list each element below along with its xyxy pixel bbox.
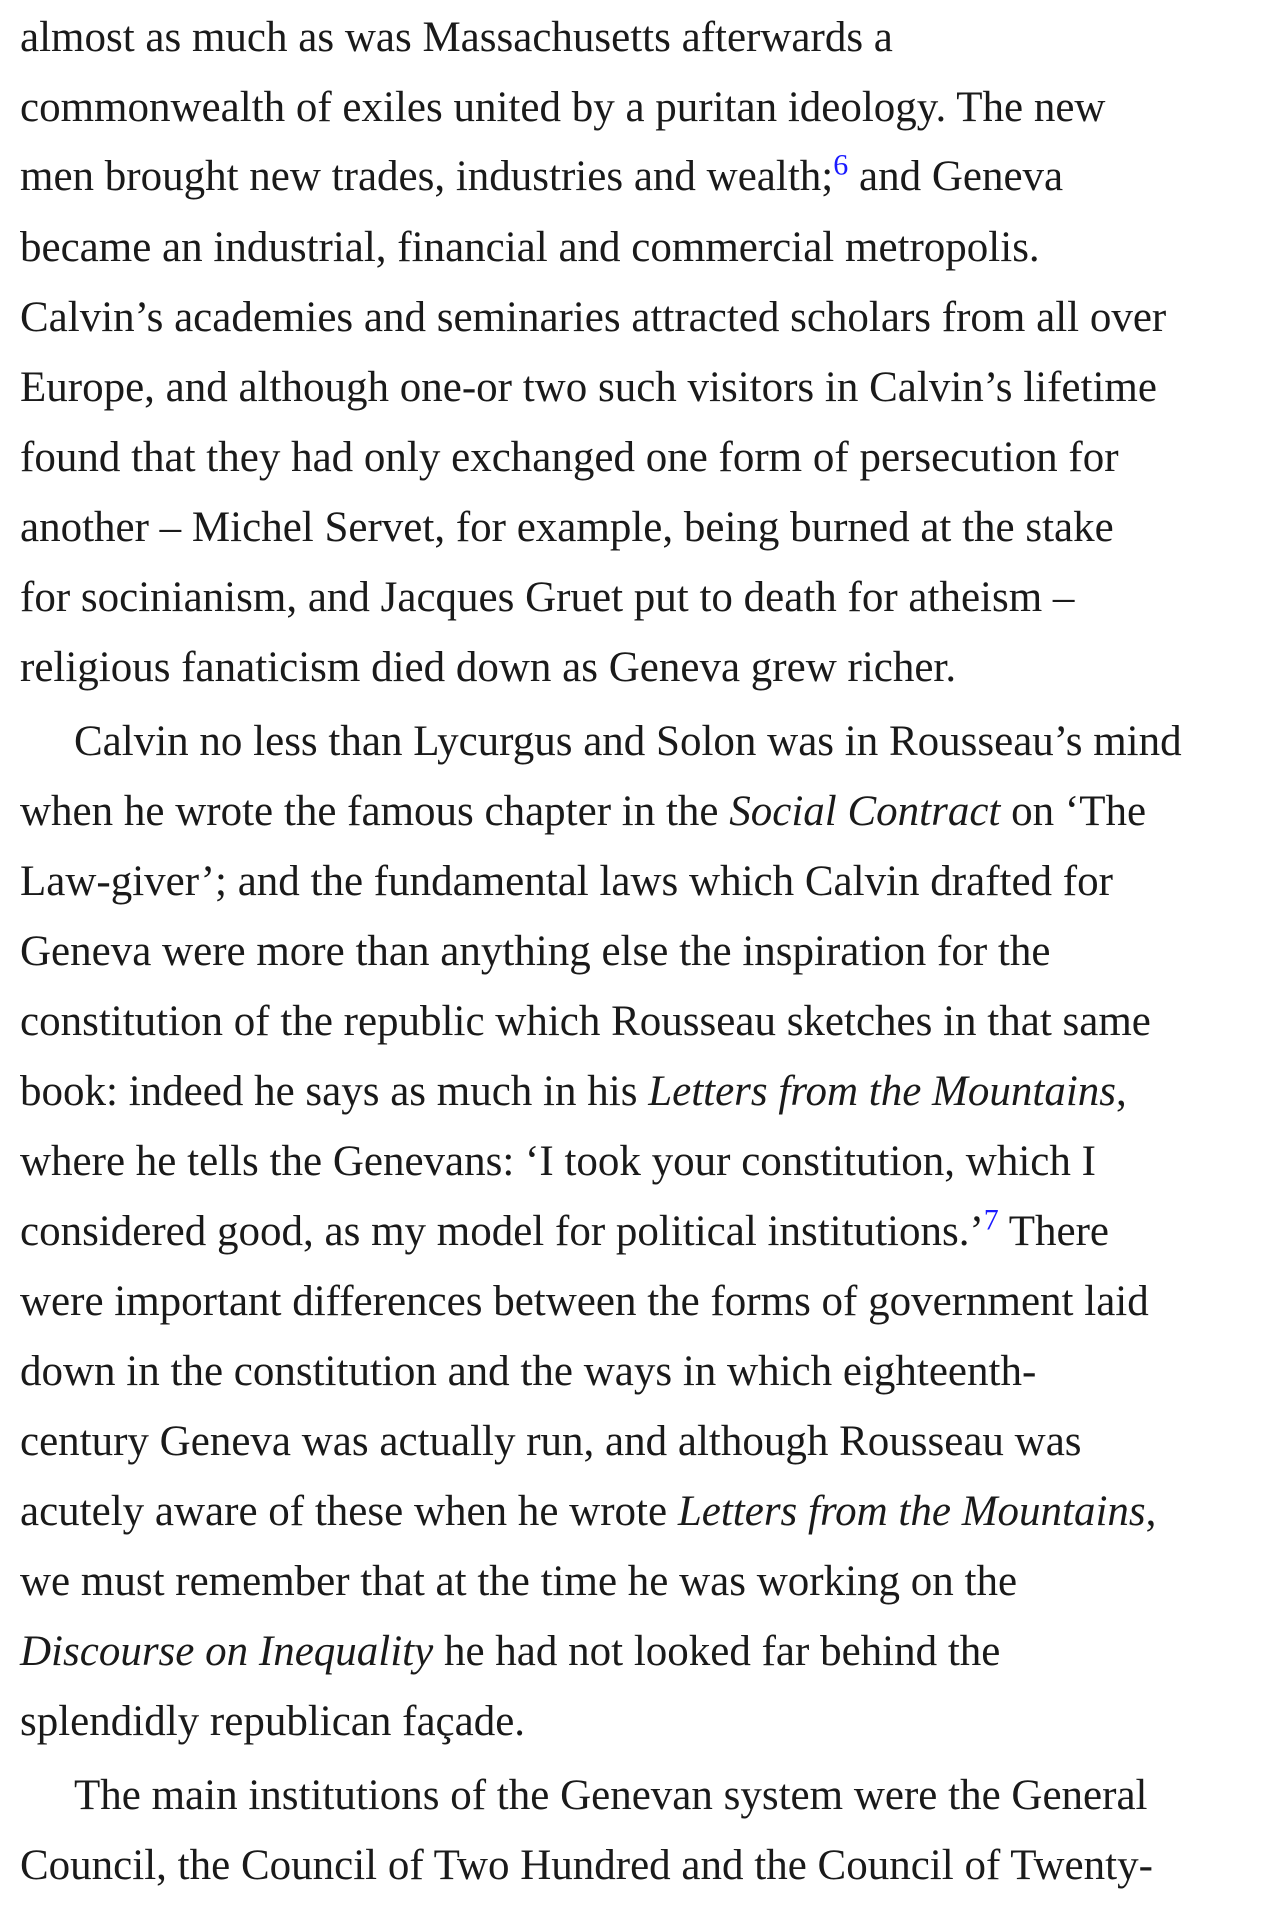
text-line xyxy=(20,16,893,59)
text-run: Calvin no less than Lycurgus and Solon was in Rousseau’s mind xyxy=(74,718,1182,765)
text-run: There xyxy=(998,1208,1109,1255)
text-run: constitution of the republic which Rousseau sketches in that same xyxy=(20,998,1151,1045)
text-line xyxy=(20,226,1040,269)
text-run: found that they had only exchanged one form of persecution for xyxy=(20,434,1119,481)
text-run: when he wrote the famous chapter in the xyxy=(20,788,730,835)
text-run: Geneva were more than anything else the inspiration for the xyxy=(20,928,1051,975)
text-run: where he tells the Genevans: ‘I took your constitution, which I xyxy=(20,1138,1096,1185)
text-run: we must remember that at the time he was working on the xyxy=(20,1558,1018,1605)
text-run: men brought new trades, industries and wealth; xyxy=(20,153,834,200)
text-line xyxy=(20,148,1064,200)
paragraph-first-line xyxy=(74,1774,1148,1817)
text-line xyxy=(20,1630,1000,1673)
text-line xyxy=(20,1350,1036,1393)
text-run: Europe, and although one-or two such visitors in Calvin’s lifetime xyxy=(20,364,1157,411)
text-line xyxy=(20,506,1114,549)
text-run: on ‘The xyxy=(1000,788,1147,835)
text-run: were important differences between the forms of government laid xyxy=(20,1278,1149,1325)
text-line xyxy=(20,646,956,689)
text-line xyxy=(20,1203,1109,1255)
text-run: splendidly republican façade. xyxy=(20,1698,526,1745)
text-run: Law-giver’; and the fundamental laws which Calvin drafted for xyxy=(20,858,1113,905)
text-line xyxy=(20,860,1113,903)
text-run: almost as much as was Massachusetts afterwards a xyxy=(20,14,893,61)
text-run: Calvin’s academies and seminaries attracted scholars from all over xyxy=(20,294,1167,341)
paragraph-first-line xyxy=(74,720,1182,763)
text-run: acutely aware of these when he wrote xyxy=(20,1488,678,1535)
text-run: religious fanaticism died down as Geneva grew richer. xyxy=(20,644,957,691)
book-title: Letters from the Mountains xyxy=(677,1488,1146,1535)
text-line xyxy=(20,1844,1153,1887)
text-line xyxy=(20,86,1105,129)
text-line xyxy=(20,1280,1149,1323)
text-run: for socinianism, and Jacques Gruet put to death for atheism – xyxy=(20,574,1075,621)
text-run: and Geneva xyxy=(848,153,1064,200)
text-line xyxy=(20,296,1166,339)
text-run: another – Michel Servet, for example, being burned at the stake xyxy=(20,504,1114,551)
book-title: Letters from the Mountains xyxy=(648,1068,1117,1115)
text-line xyxy=(20,790,1146,833)
footnote-link[interactable]: 7 xyxy=(983,1203,999,1237)
text-run: considered good, as my model for political institutions.’ xyxy=(20,1208,984,1255)
text-line xyxy=(20,1490,1156,1533)
text-run: Council, the Council of Two Hundred and the Council of Twenty- xyxy=(20,1842,1153,1889)
text-run: book: indeed he says as much in his xyxy=(20,1068,649,1115)
text-run: down in the constitution and the ways in which eighteenth- xyxy=(20,1348,1037,1395)
text-run: , xyxy=(1116,1068,1127,1115)
text-line xyxy=(20,1070,1127,1113)
text-line xyxy=(20,366,1157,409)
text-run: became an industrial, financial and commercial metropolis. xyxy=(20,224,1040,271)
text-line xyxy=(20,1140,1096,1183)
book-title: Discourse on Inequality xyxy=(20,1628,434,1675)
text-run: he had not looked far behind the xyxy=(433,1628,1001,1675)
text-line xyxy=(20,1700,525,1743)
text-line xyxy=(20,436,1119,479)
text-line xyxy=(20,1420,1082,1463)
book-title: Social Contract xyxy=(729,788,1001,835)
text-run: century Geneva was actually run, and although Rousseau was xyxy=(20,1418,1082,1465)
text-line xyxy=(20,930,1050,973)
text-run: The main institutions of the Genevan system were the General xyxy=(74,1772,1148,1819)
footnote-link[interactable]: 6 xyxy=(833,148,849,182)
text-run: commonwealth of exiles united by a puritan ideology. The new xyxy=(20,84,1106,131)
text-run: , xyxy=(1145,1488,1157,1535)
text-line xyxy=(20,1560,1017,1603)
text-line xyxy=(20,576,1074,619)
text-line xyxy=(20,1000,1151,1043)
